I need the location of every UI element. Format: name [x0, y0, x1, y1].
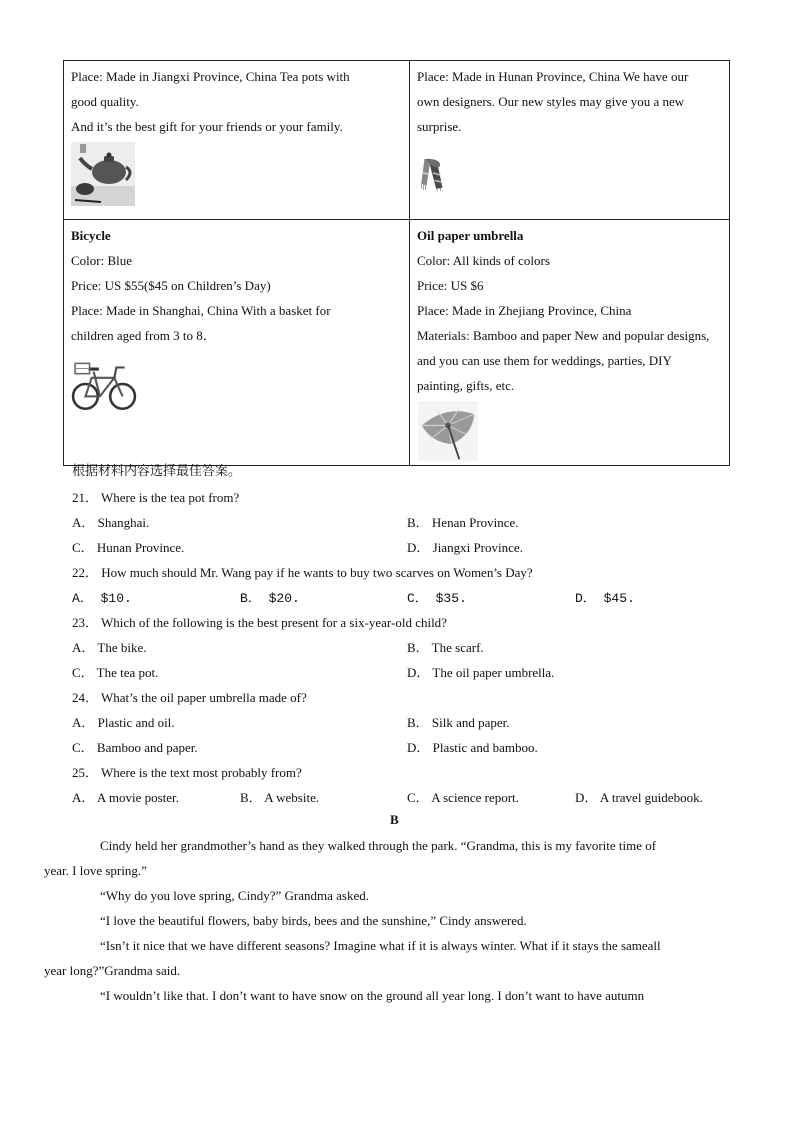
option[interactable]: B． The scarf.: [407, 640, 484, 655]
question-stem: 21． Where is the tea pot from?: [72, 490, 240, 505]
option[interactable]: A． A movie poster.: [72, 790, 179, 805]
option[interactable]: D． $45.: [575, 591, 635, 606]
passage-paragraph: “I wouldn’t like that. I don’t want to have snow on the ground all year long. I don’t want to have autumn: [100, 988, 645, 1003]
option[interactable]: A． The bike.: [72, 640, 147, 655]
question-stem: 25． Where is the text most probably from?: [72, 765, 302, 780]
passage-paragraph: “I love the beautiful flowers, baby birds, bees and the sunshine,” Cindy answered.: [100, 913, 527, 928]
passage-paragraph: [44, 833, 722, 883]
option[interactable]: B． Silk and paper.: [407, 715, 510, 730]
option[interactable]: B． A website.: [240, 790, 320, 805]
question-stem: 23． Which of the following is the best present for a six-year-old child?: [72, 615, 447, 630]
umbrella-line: Materials: Bamboo and paper New and popular designs,: [417, 328, 710, 343]
teapot-line: good quality.: [71, 94, 139, 109]
scarf-image: [417, 142, 451, 206]
product-title: Bicycle: [71, 228, 111, 243]
umbrella-line: Place: Made in Zhejiang Province, China: [417, 303, 632, 318]
product-table: [63, 60, 730, 466]
scarf-line: Place: Made in Hunan Province, China We have our: [417, 69, 689, 84]
bicycle-line: children aged from 3 to 8．: [71, 328, 216, 343]
scarf-line: surprise.: [417, 119, 462, 134]
bicycle-image: [71, 351, 137, 417]
option[interactable]: D． A travel guidebook.: [575, 790, 703, 805]
option[interactable]: C． Bamboo and paper.: [72, 740, 198, 755]
umbrella-line: Color: All kinds of colors: [417, 253, 550, 268]
option[interactable]: A． $10.: [72, 591, 132, 606]
umbrella-image: [417, 401, 479, 461]
option[interactable]: C． Hunan Province.: [72, 540, 185, 555]
question-stem: 22． How much should Mr. Wang pay if he wants to buy two scarves on Women’s Day?: [72, 565, 533, 580]
passage-paragraph: “Why do you love spring, Cindy?” Grandma asked.: [100, 888, 369, 903]
umbrella-cell: [410, 220, 730, 466]
scarf-cell: [410, 61, 730, 220]
option[interactable]: C． $35.: [407, 591, 467, 606]
bicycle-cell: [64, 220, 410, 466]
option[interactable]: A． Plastic and oil.: [72, 715, 175, 730]
umbrella-line: Price: US $6: [417, 278, 484, 293]
instruction: 根据材料内容选择最佳答案。: [72, 464, 242, 479]
passage-line: year long?”Grandma said.: [44, 963, 181, 978]
umbrella-line: painting, gifts, etc.: [417, 378, 515, 393]
passage: [44, 833, 722, 1008]
teapot-cell: [64, 61, 410, 220]
option[interactable]: B． $20.: [240, 591, 300, 606]
option[interactable]: C． A science report.: [407, 790, 519, 805]
bicycle-line: Price: US $55($45 on Children’s Day): [71, 278, 271, 293]
option[interactable]: A． Shanghai.: [72, 515, 150, 530]
bicycle-line: Color: Blue: [71, 253, 133, 268]
product-title: Oil paper umbrella: [417, 228, 524, 243]
scarf-line: own designers. Our new styles may give you a new: [417, 94, 685, 109]
option[interactable]: C． The tea pot.: [72, 665, 159, 680]
teapot-line: And it’s the best gift for your friends or your family.: [71, 119, 343, 134]
option[interactable]: D． Plastic and bamboo.: [407, 740, 538, 755]
passage-line: “Isn’t it nice that we have different seasons? Imagine what if it is always winter. What if it stays the sameall: [100, 938, 661, 953]
passage-paragraph: [44, 933, 722, 983]
bicycle-line: Place: Made in Shanghai, China With a basket for: [71, 303, 331, 318]
section-label: B: [390, 812, 399, 827]
umbrella-line: and you can use them for weddings, parties, DIY: [417, 353, 672, 368]
passage-line: year. I love spring.”: [44, 863, 147, 878]
passage-line: Cindy held her grandmother’s hand as they walked through the park. “Grandma, this is my favorite time of: [100, 838, 657, 853]
question-stem: 24． What’s the oil paper umbrella made of?: [72, 690, 307, 705]
teapot-line: Place: Made in Jiangxi Province, China Tea pots with: [71, 69, 350, 84]
teapot-image: [71, 142, 135, 206]
option[interactable]: D． The oil paper umbrella.: [407, 665, 555, 680]
option[interactable]: D． Jiangxi Province.: [407, 540, 523, 555]
option[interactable]: B． Henan Province.: [407, 515, 519, 530]
